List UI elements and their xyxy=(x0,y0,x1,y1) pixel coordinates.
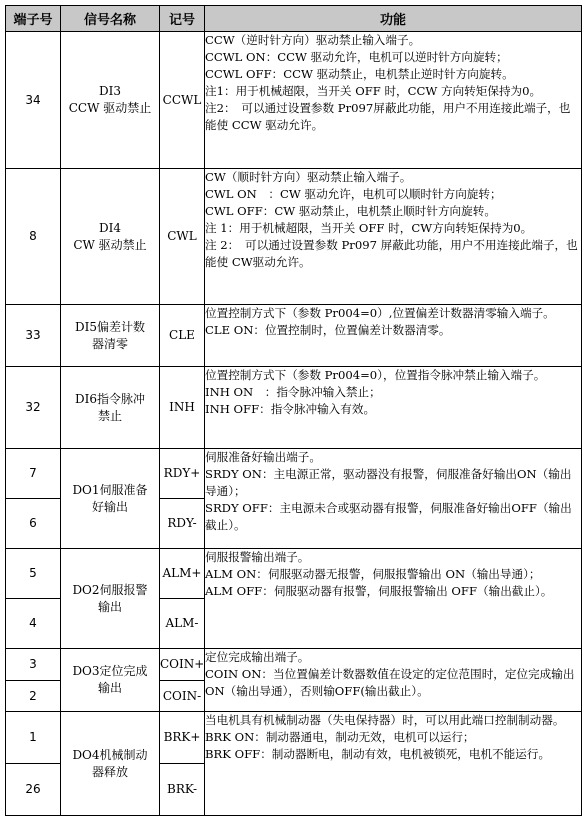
signal-symbol: COIN- xyxy=(160,681,205,712)
terminal-no: 2 xyxy=(6,681,61,712)
signal-symbol: INH xyxy=(160,367,205,449)
signal-terminal-table xyxy=(5,5,582,816)
function-line: SRDY ON：主电源正常，驱动器没有报警，伺服准备好输出ON（输出导通）； xyxy=(205,467,572,498)
signal-name-line: CCW 驱动禁止 xyxy=(68,101,152,115)
signal-symbol: COIN+ xyxy=(160,649,205,681)
terminal-no: 1 xyxy=(6,712,61,764)
function-line: BRK OFF：制动器断电，制动有效，电机被锁死，电机不能运行。 xyxy=(205,747,551,761)
table-row xyxy=(6,32,582,169)
signal-name xyxy=(61,449,160,549)
function-line: BRK ON：制动器通电，制动无效，电机可以运行； xyxy=(205,730,475,744)
function-line: 伺服准备好输出端子。 xyxy=(205,450,321,464)
function-line: ALM ON：伺服驱动器无报警，伺服报警输出 ON（输出导通）； xyxy=(205,567,541,581)
signal-name xyxy=(61,712,160,816)
signal-name-line: 禁止 xyxy=(97,408,122,423)
signal-name-line: 输出 xyxy=(97,599,122,614)
function-line: CWL OFF：CW 驱动禁止，电机禁止顺时针方向旋转。 xyxy=(205,204,496,218)
function-line: 位置控制方式下（参数 Pr004=0），位置指令脉冲禁止输入端子。 xyxy=(205,368,546,382)
function-desc xyxy=(205,449,582,549)
signal-symbol: RDY+ xyxy=(160,449,205,499)
table-row xyxy=(6,305,582,367)
header-terminal-no: 端子号 xyxy=(6,6,61,32)
table-row xyxy=(6,367,582,449)
function-line: CLE ON：位置控制时，位置偏差计数器清零。 xyxy=(205,323,451,337)
header-signal-name: 信号名称 xyxy=(61,6,160,32)
function-line: INH OFF：指令脉冲输入有效。 xyxy=(205,402,376,416)
function-line: CCW（逆时针方向）驱动禁止输入端子。 xyxy=(205,33,421,47)
function-line: 注 1：用于机械超限，当开关 OFF 时，CW方向转矩保持为0。 xyxy=(205,221,533,235)
header-function: 功能 xyxy=(205,6,582,32)
function-line: 位置控制方式下（参数 Pr004=0）,位置偏差计数器清零输入端子。 xyxy=(205,306,555,320)
signal-name-line: DI6指令脉冲 xyxy=(75,391,145,406)
function-line: CCWL ON：CCW 驱动允许，电机可以逆时针方向旋转； xyxy=(205,50,508,64)
table-row xyxy=(6,549,582,599)
terminal-no: 5 xyxy=(6,549,61,599)
terminal-no: 32 xyxy=(6,367,61,449)
table-row xyxy=(6,449,582,499)
signal-name-line: DO4机械制动 xyxy=(72,747,148,762)
function-line: SRDY OFF：主电源未合或驱动器有报警，伺服准备好输出OFF（输出截止）。 xyxy=(205,501,572,532)
signal-name-line: DI5偏差计数 xyxy=(75,319,145,334)
terminal-no: 26 xyxy=(6,764,61,816)
signal-name-line: 器清零 xyxy=(91,336,128,351)
function-line: ALM OFF：伺服驱动器有报警，伺服报警输出 OFF（输出截止）。 xyxy=(205,584,553,598)
signal-name-line: 输出 xyxy=(97,681,122,695)
header-symbol: 记号 xyxy=(160,6,205,32)
function-line: CCWL OFF：CCW 驱动禁止，电机禁止逆时针方向旋转。 xyxy=(205,67,514,81)
signal-name-line: DO2伺服报警 xyxy=(72,582,148,597)
signal-name xyxy=(61,169,160,305)
signal-name-line: DI3 xyxy=(99,84,121,98)
signal-name xyxy=(61,367,160,449)
signal-symbol: BRK+ xyxy=(160,712,205,764)
signal-symbol: ALM+ xyxy=(160,549,205,599)
function-line: 定位完成输出端子。 xyxy=(205,650,310,664)
signal-name-line: DO3定位完成 xyxy=(72,664,148,678)
signal-name-line: CW 驱动禁止 xyxy=(73,237,147,252)
function-line: 当电机具有机械制动器（失电保持器）时，可以用此端口控制制动器。 xyxy=(205,713,565,727)
terminal-no: 3 xyxy=(6,649,61,681)
signal-name xyxy=(61,32,160,169)
table-row xyxy=(6,169,582,305)
terminal-no: 4 xyxy=(6,599,61,649)
function-desc xyxy=(205,712,582,816)
function-line: CW（顺时针方向）驱动禁止输入端子。 xyxy=(205,170,412,184)
function-line: 伺服报警输出端子。 xyxy=(205,550,310,564)
function-desc xyxy=(205,305,582,367)
function-desc xyxy=(205,649,582,712)
terminal-no: 33 xyxy=(6,305,61,367)
signal-symbol: ALM- xyxy=(160,599,205,649)
terminal-no: 7 xyxy=(6,449,61,499)
function-line: 注 2： 可以通过设置参数 Pr097 屏蔽此功能，用户不用连接此端子，也能使 CW驱动允许。 xyxy=(205,238,578,269)
function-line: INH ON ：指令脉冲输入禁止； xyxy=(205,385,381,399)
terminal-no: 34 xyxy=(6,32,61,169)
signal-symbol: RDY- xyxy=(160,499,205,549)
signal-symbol: CWL xyxy=(160,169,205,305)
terminal-no: 6 xyxy=(6,499,61,549)
table-row xyxy=(6,712,582,764)
signal-symbol: CCWL xyxy=(160,32,205,169)
function-desc xyxy=(205,549,582,649)
terminal-no: 8 xyxy=(6,169,61,305)
function-desc xyxy=(205,169,582,305)
function-desc xyxy=(205,367,582,449)
function-line: 注1：用于机械超限，当开关 OFF 时，CCW 方向转矩保持为0。 xyxy=(205,84,542,98)
header-row xyxy=(6,6,582,32)
signal-name xyxy=(61,549,160,649)
signal-name-line: 好输出 xyxy=(91,499,128,514)
signal-name xyxy=(61,305,160,367)
signal-symbol: CLE xyxy=(160,305,205,367)
function-desc xyxy=(205,32,582,169)
signal-symbol: BRK- xyxy=(160,764,205,816)
function-line: 注2： 可以通过设置参数 Pr097屏蔽此功能，用户不用连接此端子，也能使 CCW 驱动允许。 xyxy=(205,101,571,132)
signal-name xyxy=(61,649,160,712)
function-line: CWL ON ：CW 驱动允许，电机可以顺时针方向旋转； xyxy=(205,187,502,201)
signal-name-line: 器释放 xyxy=(91,764,128,779)
table-row xyxy=(6,649,582,681)
signal-name-line: DO1伺服准备 xyxy=(72,482,148,497)
function-line: COIN ON：当位置偏差计数器数值在设定的定位范围时，定位完成输出 ON（输出导通），否则输OFF(输出截止）。 xyxy=(205,667,575,698)
signal-name-line: DI4 xyxy=(99,220,121,235)
